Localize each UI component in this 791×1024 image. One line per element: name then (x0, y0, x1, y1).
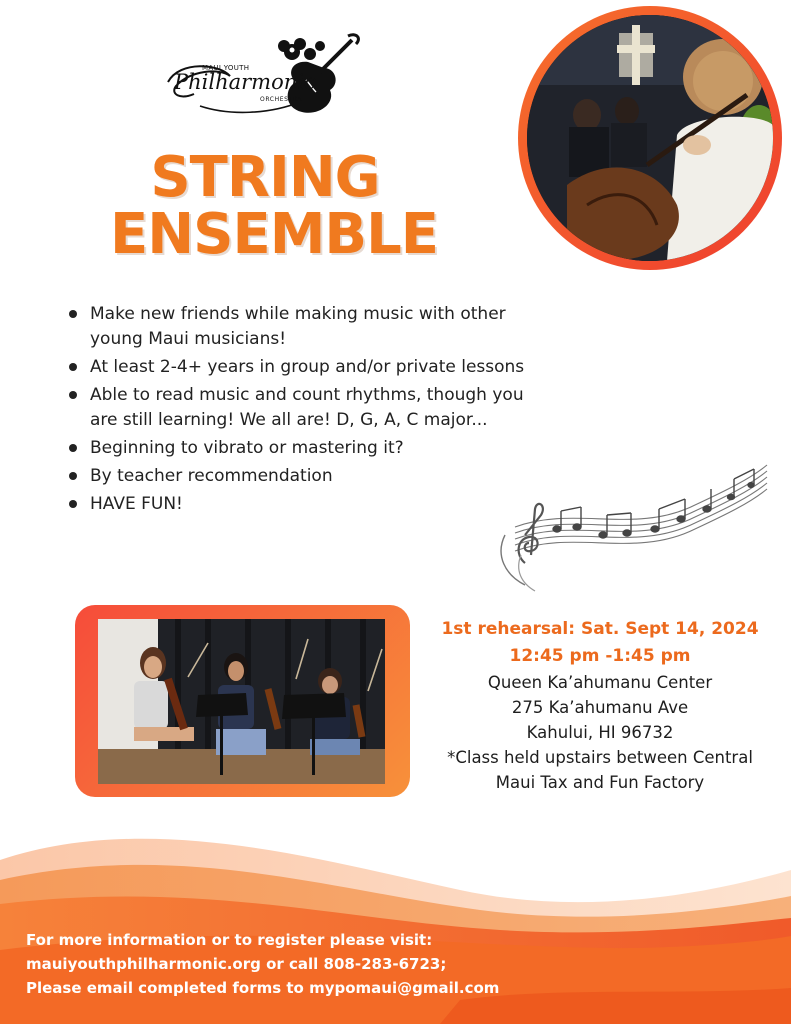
footer-contact (26, 928, 766, 1000)
requirements-list (66, 302, 536, 520)
music-staff-icon (495, 455, 770, 595)
rehearsal-info (420, 616, 780, 795)
list-item (66, 464, 536, 489)
cellist-photo (527, 15, 773, 261)
bullet-icon (69, 472, 77, 480)
ensemble-photo-frame (75, 605, 410, 797)
logo-text-philharmonic: Philharmonic (174, 70, 316, 94)
list-item (66, 436, 536, 461)
list-item-text: Beginning to vibrato or mastering it? (90, 438, 404, 458)
rehearsal-city: Kahului, HI 96732 (526, 723, 674, 742)
list-item (66, 302, 536, 352)
cellist-photo-frame (518, 6, 782, 270)
ensemble-photo (98, 619, 385, 784)
list-item (66, 492, 536, 517)
list-item-text: By teacher recommendation (90, 466, 333, 486)
list-item-text: Able to read music and count rhythms, though you are still learning! We all are! D, G, A, C major... (90, 385, 524, 430)
rehearsal-street: 275 Ka’ahumanu Ave (511, 698, 689, 717)
rehearsal-time: 12:45 pm -1:45 pm (509, 646, 691, 666)
bullet-icon (69, 444, 77, 452)
list-item (66, 355, 536, 380)
footer-line-3: Please email completed forms to mypomaui@gmail.com (26, 979, 500, 997)
rehearsal-note-line-1: *Class held upstairs between Central (447, 748, 753, 767)
list-item-text: HAVE FUN! (90, 494, 183, 514)
footer-line-1: For more information or to register please visit: (26, 931, 433, 949)
list-item-text: Make new friends while making music with other young Maui musicians! (90, 304, 506, 349)
rehearsal-note-line-2: Maui Tax and Fun Factory (495, 773, 705, 792)
list-item (66, 383, 536, 433)
rehearsal-venue: Queen Ka’ahumanu Center (487, 673, 713, 692)
bullet-icon (69, 363, 77, 371)
footer-line-2: mauiyouthphilharmonic.org or call 808-283-6723; (26, 955, 447, 973)
rehearsal-date: 1st rehearsal: Sat. Sept 14, 2024 (441, 619, 759, 639)
bullet-icon (69, 500, 77, 508)
title-line-2: ENSEMBLE (110, 202, 439, 267)
bullet-icon (69, 310, 77, 318)
title-line-1: STRING (150, 145, 380, 210)
logo-text-orchestra: ORCHESTRA (260, 96, 302, 103)
bullet-icon (69, 391, 77, 399)
logo-text-maui-youth: MAUI YOUTH (202, 64, 250, 72)
list-item-text: At least 2-4+ years in group and/or private lessons (90, 357, 525, 377)
orchestra-logo (160, 30, 365, 125)
